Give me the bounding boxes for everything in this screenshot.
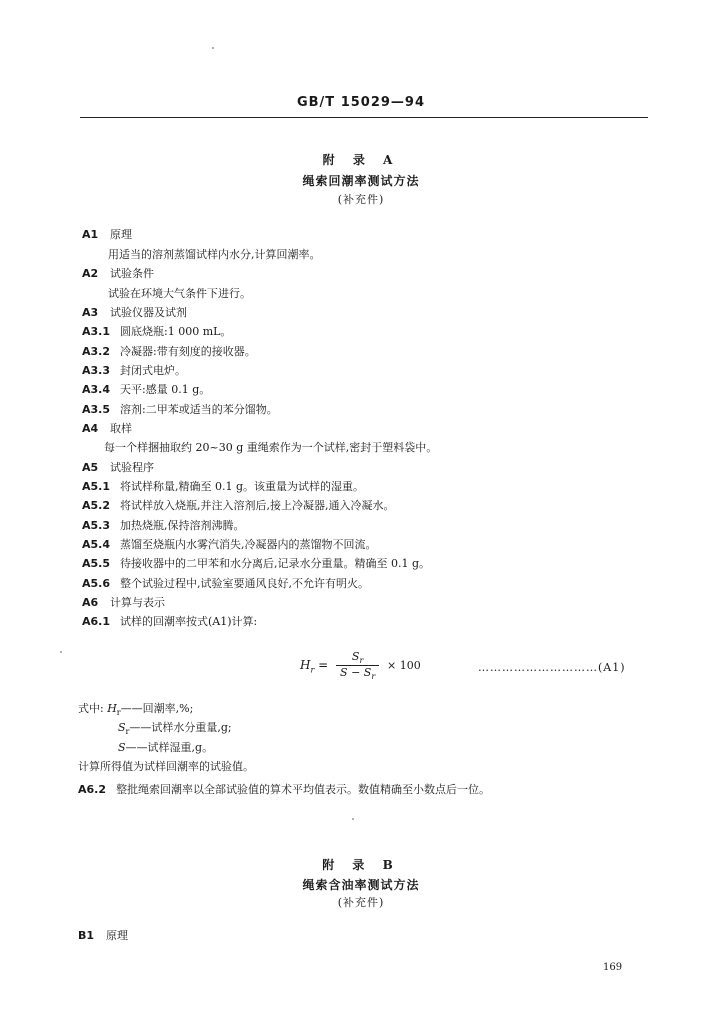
appendix-a-label: 附 录 A	[322, 153, 400, 167]
clause-line: A3.2 冷凝器:带有刻度的接收器。	[82, 345, 256, 358]
clause-line: A5.3 加热烧瓶,保持溶剂沸腾。	[82, 519, 245, 532]
clause-line: A3.1 圆底烧瓶:1 000 mL。	[82, 325, 232, 338]
clause-line: A5.5 待接收器中的二甲苯和水分离后,记录水分重量。精确至 0.1 g。	[82, 557, 431, 570]
clause-line: A5.6 整个试验过程中,试验室要通风良好,不允许有明火。	[82, 577, 369, 590]
scan-speck	[352, 818, 354, 820]
clause-line: A3.5 溶剂:二甲苯或适当的苯分馏物。	[82, 403, 278, 416]
scan-speck	[60, 651, 62, 653]
standard-code: GB/T 15029—94	[296, 95, 426, 110]
section-line: A1 原理	[82, 228, 132, 241]
clause-line: A6.2 整批绳索回潮率以全部试验值的算术平均值表示。数值精确至小数点后一位。	[78, 783, 490, 796]
clause-line: A5.4 蒸馏至烧瓶内水雾汽消失,冷凝器内的蒸馏物不回流。	[82, 538, 377, 551]
body-line: 试验在环境大气条件下进行。	[108, 287, 251, 300]
appendix-b-label: 附 录 B	[322, 858, 400, 872]
formula-reference: …………………………(A1)	[478, 661, 626, 674]
scan-speck	[212, 47, 214, 49]
section-line: B1 原理	[78, 929, 128, 942]
section-line: A6 计算与表示	[82, 596, 165, 609]
clause-line: A5.2 将试样放入烧瓶,并注入溶剂后,接上冷凝器,通入冷凝水。	[82, 499, 395, 512]
where-line: $S_r——$试样水分重量,g;	[118, 721, 232, 737]
page-number: 169	[603, 962, 623, 973]
where-line: S——试样湿重,g。	[118, 741, 214, 754]
clause-line: A5.1 将试样称量,精确至 0.1 g。该重量为试样的湿重。	[82, 480, 365, 493]
formula-fraction: $\frac{S_r}{S - S_r}$	[336, 650, 379, 681]
where-line: 式中: $H_r——$回潮率,%;	[78, 702, 194, 718]
section-line: A4 取样	[82, 422, 132, 435]
clause-line: A6.1 试样的回潮率按式(A1)计算:	[82, 615, 258, 628]
header-rule	[80, 117, 648, 118]
body-line: 用适当的溶剂蒸馏试样内水分,计算回潮率。	[108, 248, 321, 261]
clause-line: A3.4 天平:感量 0.1 g。	[82, 383, 211, 396]
section-line: A5 试验程序	[82, 461, 154, 474]
appendix-b-title: 绳索含油率测试方法	[302, 878, 420, 892]
formula-a1: $H_r$ = $\frac{S_r}{S - S_r}$ × 100	[300, 650, 421, 682]
note-line: 计算所得值为试样回潮率的试验值。	[78, 760, 254, 773]
section-line: A2 试验条件	[82, 267, 154, 280]
body-line: 每一个样捆抽取约 20~30 g 重绳索作为一个试样,密封于塑料袋中。	[104, 441, 438, 454]
appendix-a-subtitle: (补充件)	[337, 193, 385, 206]
appendix-a-title: 绳索回潮率测试方法	[302, 174, 420, 188]
section-line: A3 试验仪器及试剂	[82, 306, 187, 319]
clause-line: A3.3 封闭式电炉。	[82, 364, 186, 377]
appendix-b-subtitle: (补充件)	[337, 896, 385, 909]
